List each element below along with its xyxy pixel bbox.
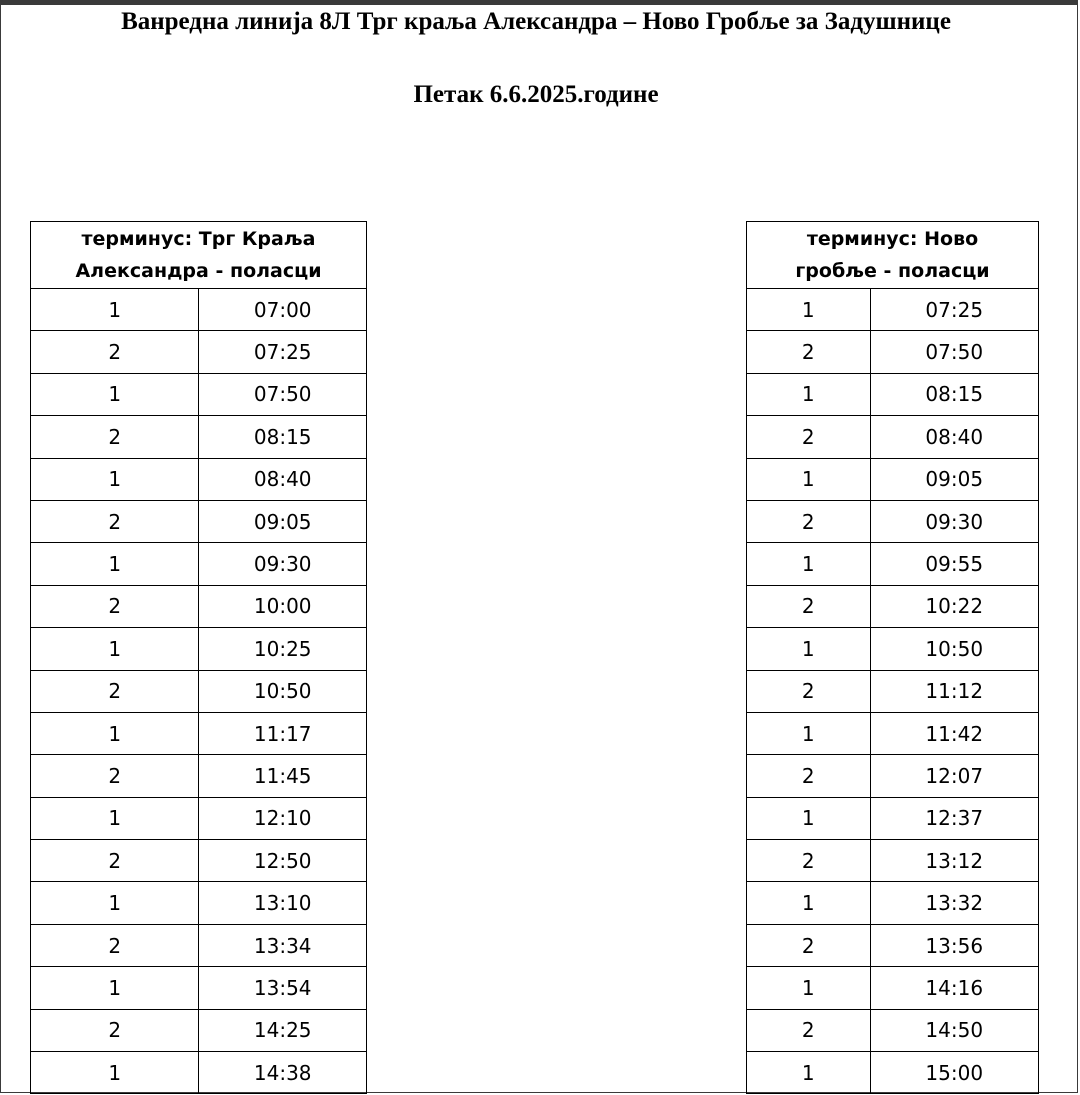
table-row [747, 670, 1039, 712]
departure-time-cell: 09:05 [870, 458, 1039, 500]
table-row [31, 289, 367, 331]
departure-time-cell: 10:00 [199, 585, 367, 627]
table-row [747, 924, 1039, 966]
table-row [747, 712, 1039, 754]
document-date: Петак 6.6.2025.године [413, 81, 659, 108]
departure-time-cell: 13:10 [199, 882, 367, 924]
header-line: терминус: Ново [806, 228, 979, 250]
table-row [31, 416, 367, 458]
table-row [31, 840, 367, 882]
table-row [747, 289, 1039, 331]
departure-time-cell: 15:00 [870, 1052, 1039, 1094]
departure-time-cell: 13:12 [870, 840, 1039, 882]
bus-number-cell: 2 [747, 840, 871, 882]
bus-number-cell: 1 [747, 458, 871, 500]
departure-time-cell: 07:25 [199, 331, 367, 373]
table-row [31, 670, 367, 712]
bus-number-cell: 2 [31, 331, 199, 373]
table-body-left [31, 289, 367, 1094]
bus-number-cell: 2 [31, 1009, 199, 1051]
bus-number-cell: 1 [31, 373, 199, 415]
bus-number-cell: 2 [31, 755, 199, 797]
bus-number-cell: 2 [747, 585, 871, 627]
bus-number-cell: 2 [747, 670, 871, 712]
table-row [747, 755, 1039, 797]
table-row [747, 628, 1039, 670]
departure-time-cell: 09:30 [870, 500, 1039, 542]
departure-time-cell: 13:56 [870, 924, 1039, 966]
departure-time-cell: 08:40 [199, 458, 367, 500]
table-row [747, 416, 1039, 458]
departure-time-cell: 14:38 [199, 1052, 367, 1094]
departure-time-cell: 08:15 [199, 416, 367, 458]
departure-time-cell: 11:45 [199, 755, 367, 797]
table-row [31, 924, 367, 966]
table-row [31, 1052, 367, 1094]
table-row [747, 1009, 1039, 1051]
header-line: Александра - поласци [75, 260, 322, 282]
bus-number-cell: 1 [747, 797, 871, 839]
bus-number-cell: 2 [31, 670, 199, 712]
table-row [747, 1052, 1039, 1094]
table-row [31, 755, 367, 797]
bus-number-cell: 1 [31, 967, 199, 1009]
table-row [747, 500, 1039, 542]
table-row [747, 797, 1039, 839]
departure-time-cell: 14:25 [199, 1009, 367, 1051]
departure-time-cell: 10:50 [870, 628, 1039, 670]
bus-number-cell: 1 [747, 967, 871, 1009]
departure-time-cell: 12:07 [870, 755, 1039, 797]
table-row [31, 712, 367, 754]
bus-number-cell: 1 [31, 458, 199, 500]
table-body-right [747, 289, 1039, 1094]
table-row [747, 373, 1039, 415]
header-line: гробље - поласци [795, 260, 990, 282]
departure-time-cell: 11:42 [870, 712, 1039, 754]
table-header-left [31, 222, 367, 289]
departure-time-cell: 10:25 [199, 628, 367, 670]
bus-number-cell: 2 [747, 416, 871, 458]
table-row [747, 543, 1039, 585]
departure-time-cell: 07:50 [870, 331, 1039, 373]
table-row [747, 882, 1039, 924]
bus-number-cell: 2 [747, 924, 871, 966]
table-row [31, 373, 367, 415]
departure-time-cell: 10:50 [199, 670, 367, 712]
bus-number-cell: 2 [31, 585, 199, 627]
table-header-right [747, 222, 1039, 289]
schedule-table-right [746, 221, 1039, 1094]
departure-time-cell: 13:54 [199, 967, 367, 1009]
bus-number-cell: 1 [31, 1052, 199, 1094]
departure-time-cell: 09:30 [199, 543, 367, 585]
bus-number-cell: 1 [31, 628, 199, 670]
bus-number-cell: 2 [747, 500, 871, 542]
bus-number-cell: 1 [31, 797, 199, 839]
table-row [31, 882, 367, 924]
table-row [747, 585, 1039, 627]
table-row [31, 628, 367, 670]
bus-number-cell: 1 [747, 289, 871, 331]
departure-time-cell: 08:40 [870, 416, 1039, 458]
document-title: Ванредна линија 8Л Трг краља Александра – Ново Гробље за Задушнице [121, 8, 951, 35]
bus-number-cell: 1 [747, 373, 871, 415]
bus-number-cell: 2 [747, 331, 871, 373]
table-row [31, 500, 367, 542]
bus-number-cell: 1 [747, 882, 871, 924]
departure-time-cell: 12:50 [199, 840, 367, 882]
bus-number-cell: 2 [31, 924, 199, 966]
departure-time-cell: 10:22 [870, 585, 1039, 627]
table-row [31, 543, 367, 585]
table-header-row [31, 222, 367, 289]
departure-time-cell: 12:37 [870, 797, 1039, 839]
departure-time-cell: 11:12 [870, 670, 1039, 712]
bus-number-cell: 1 [31, 882, 199, 924]
bus-number-cell: 1 [747, 712, 871, 754]
table-row [31, 331, 367, 373]
departure-time-cell: 14:16 [870, 967, 1039, 1009]
departure-time-cell: 09:05 [199, 500, 367, 542]
departure-time-cell: 11:17 [199, 712, 367, 754]
schedule-table-left [30, 221, 367, 1094]
table-row [747, 331, 1039, 373]
bus-number-cell: 2 [747, 1009, 871, 1051]
table-row [31, 967, 367, 1009]
departure-time-cell: 13:32 [870, 882, 1039, 924]
bus-number-cell: 2 [747, 755, 871, 797]
departure-time-cell: 07:50 [199, 373, 367, 415]
departure-time-cell: 14:50 [870, 1009, 1039, 1051]
departure-time-cell: 07:25 [870, 289, 1039, 331]
departure-time-cell: 08:15 [870, 373, 1039, 415]
bus-number-cell: 1 [31, 543, 199, 585]
header-line: терминус: Трг Краља [81, 228, 316, 250]
departure-time-cell: 07:00 [199, 289, 367, 331]
table-row [31, 1009, 367, 1051]
bus-number-cell: 1 [31, 289, 199, 331]
table-row [31, 797, 367, 839]
bus-number-cell: 2 [31, 500, 199, 542]
bus-number-cell: 2 [31, 840, 199, 882]
table-row [31, 458, 367, 500]
table-header-row [747, 222, 1039, 289]
bus-number-cell: 1 [747, 543, 871, 585]
table-row [747, 840, 1039, 882]
table-row [31, 585, 367, 627]
departure-time-cell: 13:34 [199, 924, 367, 966]
bus-number-cell: 1 [31, 712, 199, 754]
table-row [747, 967, 1039, 1009]
departure-time-cell: 12:10 [199, 797, 367, 839]
bus-number-cell: 2 [31, 416, 199, 458]
departure-time-cell: 09:55 [870, 543, 1039, 585]
bus-number-cell: 1 [747, 628, 871, 670]
table-row [747, 458, 1039, 500]
bus-number-cell: 1 [747, 1052, 871, 1094]
